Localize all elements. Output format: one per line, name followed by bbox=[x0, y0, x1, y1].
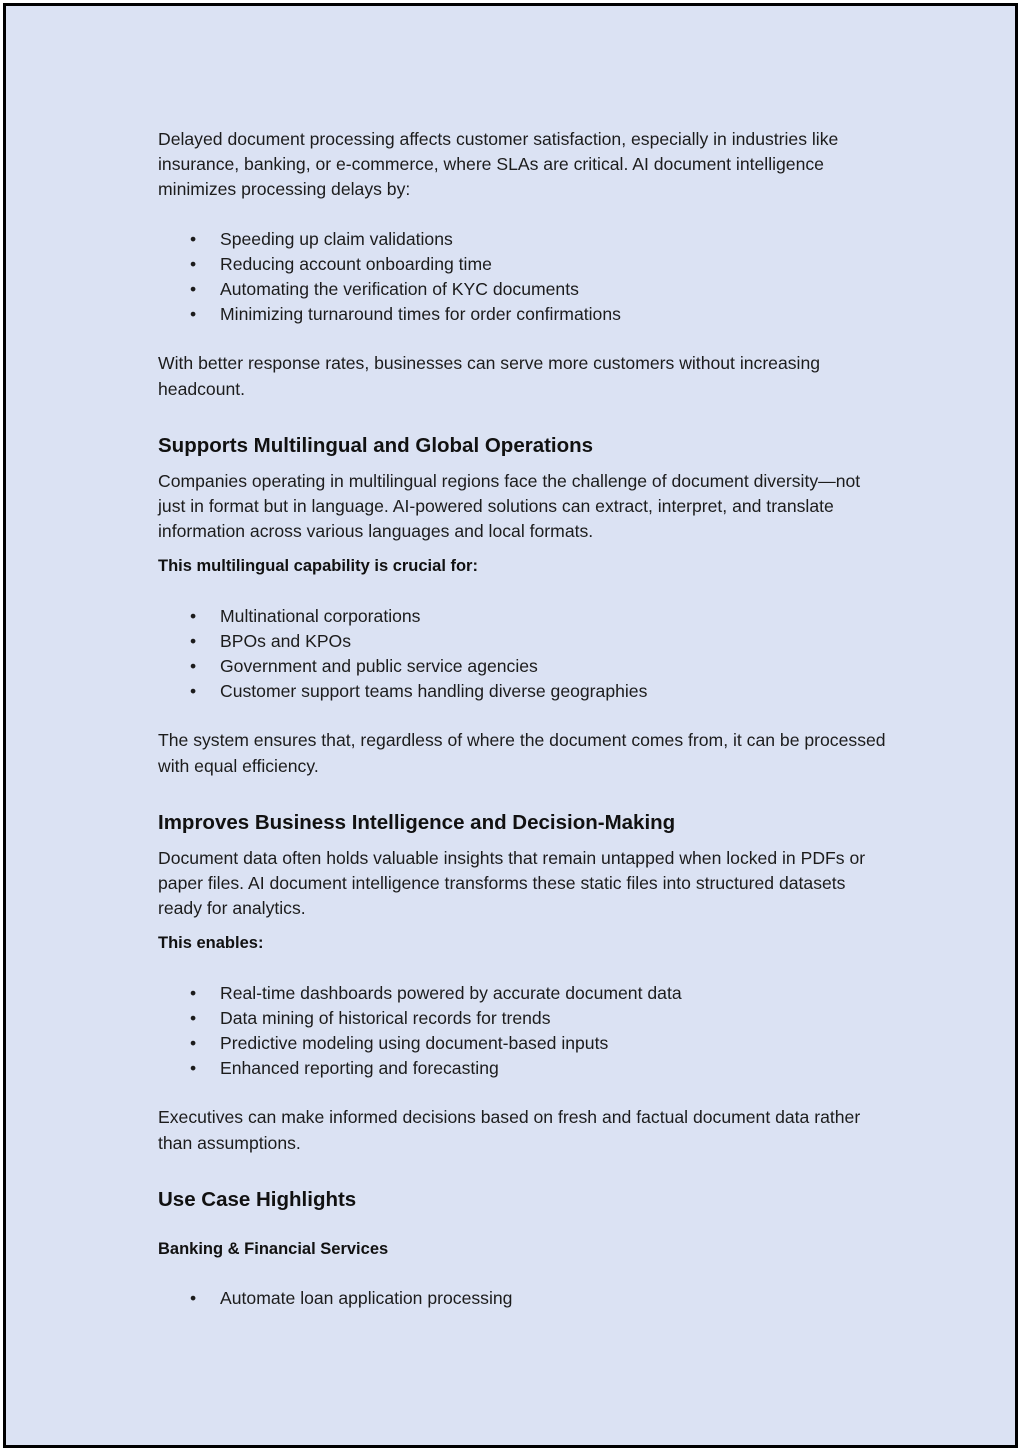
bullet-icon: • bbox=[190, 1058, 197, 1079]
bullet-icon: • bbox=[190, 253, 197, 274]
list-item: • Predictive modeling using document-based inputs bbox=[220, 1031, 888, 1056]
section1-bullet-list bbox=[158, 227, 888, 328]
section4-heading: Use Case Highlights bbox=[158, 1187, 357, 1211]
bullet-icon: • bbox=[190, 279, 197, 300]
list-item: • Data mining of historical records for trends bbox=[220, 1006, 888, 1031]
bullet-icon: • bbox=[190, 982, 197, 1003]
bullet-icon: • bbox=[190, 630, 197, 651]
section4-subheading: Banking & Financial Services bbox=[158, 1239, 389, 1258]
section1-closing: With better response rates, businesses can serve more customers without increasing headcount. bbox=[158, 353, 821, 399]
section2-closing: The system ensures that, regardless of where the document comes from, it can be processed with equal efficiency. bbox=[158, 730, 886, 776]
list-item: • Reducing account onboarding time bbox=[220, 252, 888, 277]
list-item: • Enhanced reporting and forecasting bbox=[220, 1056, 888, 1081]
list-item: • Automating the verification of KYC documents bbox=[220, 277, 888, 302]
list-item: • Minimizing turnaround times for order confirmations bbox=[220, 302, 888, 327]
list-item: • Multinational corporations bbox=[220, 604, 888, 629]
list-item: • Automate loan application processing bbox=[220, 1286, 888, 1311]
section2-lead: This multilingual capability is crucial for: bbox=[158, 557, 478, 576]
section3-intro: Document data often holds valuable insights that remain untapped when locked in PDFs or paper files. AI document intelligence transforms these static files into structured datasets ready for analytics. bbox=[158, 847, 866, 919]
section2-heading: Supports Multilingual and Global Operations bbox=[158, 433, 594, 457]
section3-lead: This enables: bbox=[158, 934, 264, 953]
bullet-icon: • bbox=[190, 656, 197, 677]
section4-bullet-list bbox=[158, 1286, 888, 1311]
bullet-icon: • bbox=[190, 605, 197, 626]
list-item: • Real-time dashboards powered by accurate document data bbox=[220, 981, 888, 1006]
bullet-icon: • bbox=[190, 1033, 197, 1054]
bullet-icon: • bbox=[190, 304, 197, 325]
bullet-icon: • bbox=[190, 681, 197, 702]
list-item: • Government and public service agencies bbox=[220, 654, 888, 679]
bullet-icon: • bbox=[190, 1007, 197, 1028]
document-page bbox=[3, 3, 1018, 1448]
section1-intro: Delayed document processing affects customer satisfaction, especially in industries like insurance, banking, or e-commerce, where SLAs are critical. AI document intelligence minimizes processing delays by: bbox=[158, 129, 839, 200]
list-item: • Speeding up claim validations bbox=[220, 227, 888, 252]
list-item: • Customer support teams handling diverse geographies bbox=[220, 679, 888, 704]
section3-closing: Executives can make informed decisions based on fresh and factual document data rather than assumptions. bbox=[158, 1107, 861, 1153]
bullet-icon: • bbox=[190, 228, 197, 249]
section2-bullet-list bbox=[158, 604, 888, 705]
section2-intro: Companies operating in multilingual regions face the challenge of document diversity—not just in format but in language. AI-powered solutions can extract, interpret, and translate information across various languages and local formats. bbox=[158, 470, 861, 542]
list-item: • BPOs and KPOs bbox=[220, 629, 888, 654]
section3-bullet-list bbox=[158, 981, 888, 1082]
document-content bbox=[158, 127, 888, 1335]
section3-heading: Improves Business Intelligence and Decision-Making bbox=[158, 810, 676, 834]
bullet-icon: • bbox=[190, 1288, 197, 1309]
